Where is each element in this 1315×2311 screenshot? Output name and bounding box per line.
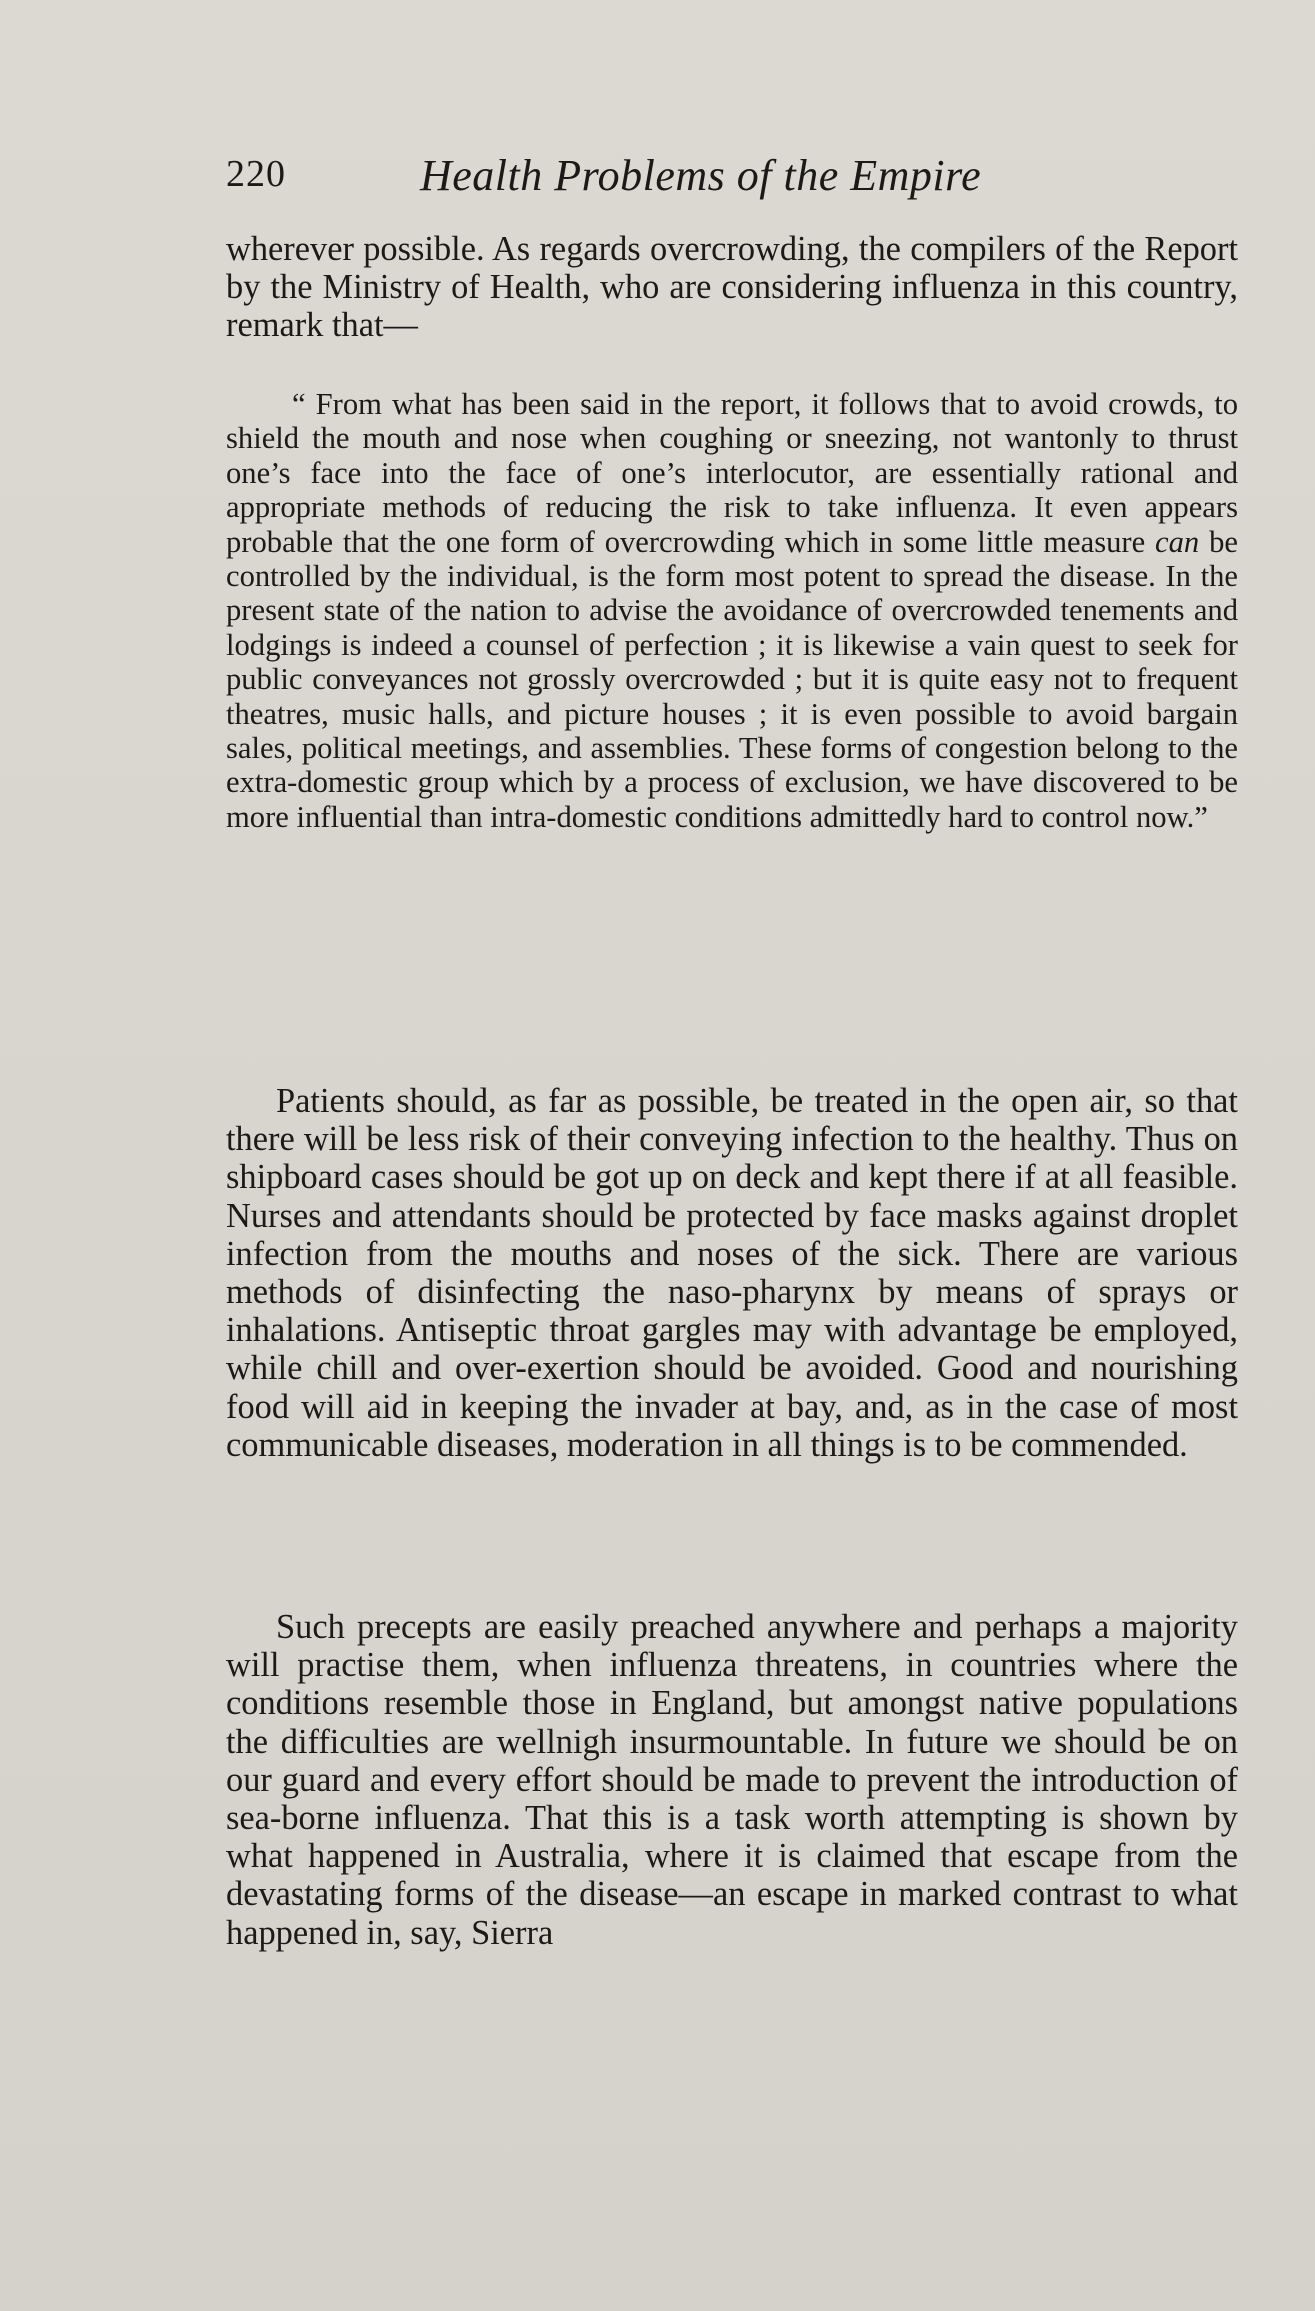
quote-part-1: “ From what has been said in the report, it follows that to avoid crowds, to shield the mouth and nose when coughing or sneezing, not wantonly to thrust one’s face into the face of one’s interlocutor, are essentially rational and appropriate methods of reducing the risk to take influenza. It even appears probable that the one form of overcrowding which in some little measure [226, 387, 1238, 559]
patients-paragraph: Patients should, as far as possible, be treated in the open air, so that there will be less risk of their conveying infection to the healthy. Thus on shipboard cases should be got up on deck and kept there if at all feasible. Nurses and attendants should be protected by face masks against droplet infection from the mouths and noses of the sick. There are various methods of disinfecting the naso-pharynx by means of sprays or inhalations. Antiseptic throat gargles may with advantage be employed, while chill and over-exertion should be avoided. Good and nourishing food will aid in keeping the invader at bay, and, as in the case of most communicable diseases, moderation in all things is to be commended. [226, 1082, 1238, 1464]
patients-paragraph-block [226, 1082, 1238, 1464]
quote-emphasis: can [1155, 524, 1200, 559]
block-quote [226, 387, 1238, 834]
opening-paragraph: wherever possible. As regards overcrowding, the compilers of the Report by the Ministry of Health, who are considering influenza in this country, remark that— [226, 230, 1238, 345]
quote-text [226, 387, 1238, 834]
precepts-paragraph-block [226, 1608, 1238, 1952]
running-title: Health Problems of the Empire [420, 151, 982, 200]
precepts-paragraph: Such precepts are easily preached anywhere and perhaps a majority will practise them, when influenza threatens, in countries where the conditions resemble those in England, but amongst native populations the difficulties are wellnigh insurmountable. In future we should be on our guard and every effort should be made to prevent the introduction of sea-borne influenza. That this is a task worth attempting is shown by what happened in Australia, where it is claimed that escape from the devastating forms of the disease—an escape in marked contrast to what happened in, say, Sierra [226, 1608, 1238, 1952]
page-header [226, 150, 1106, 210]
opening-paragraph-block [226, 230, 1238, 345]
quote-part-2: be controlled by the individual, is the form most potent to spread the disease. In the present state of the nation to advise the avoidance of overcrowded tenements and lodgings is indeed a counsel of perfection ; it is likewise a vain quest to seek for public conveyances not grossly overcrowded ; but it is quite easy not to frequent theatres, music halls, and picture houses ; it is even possible to avoid bargain sales, political meetings, and assemblies. These forms of congestion belong to the extra-domestic group which by a process of exclusion, we have discovered to be more influential than intra-domestic conditions admittedly hard to control now.” [226, 524, 1238, 834]
page-number: 220 [226, 153, 286, 195]
